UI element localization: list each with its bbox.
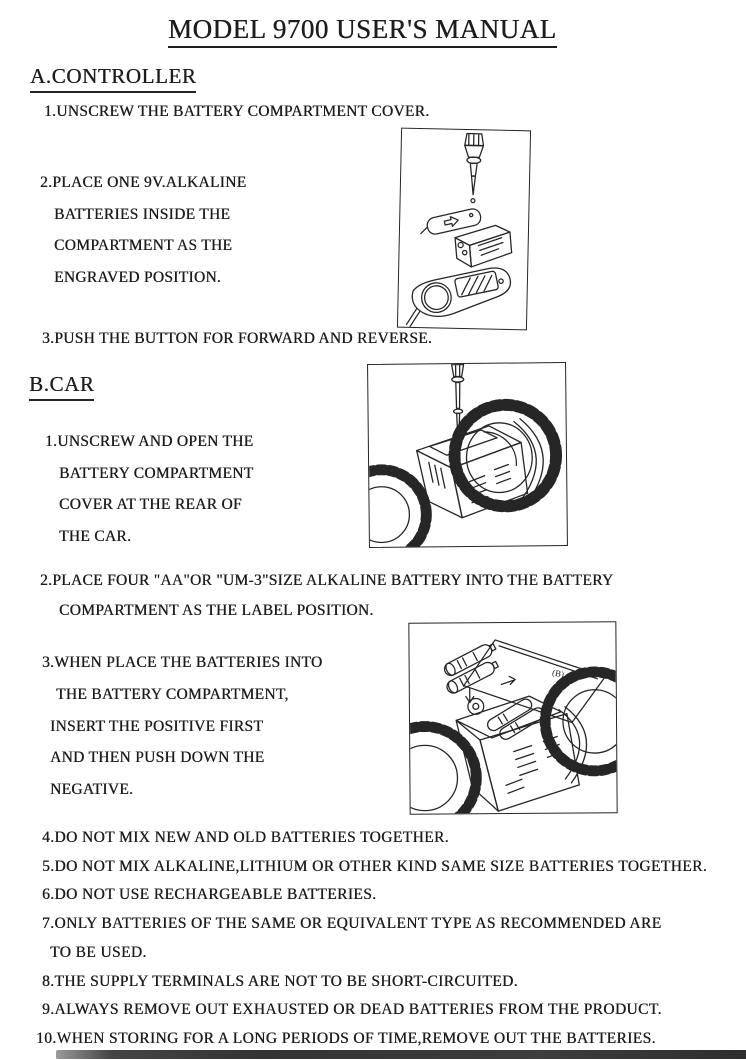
section-a-heading: A.CONTROLLER	[30, 64, 196, 93]
section-a-step-1: 1.UNSCREW THE BATTERY COMPARTMENT COVER.	[44, 103, 430, 120]
section-b-step-1	[45, 426, 253, 552]
warnings-list	[36, 824, 708, 1054]
page-title: MODEL 9700 USER'S MANUAL	[168, 14, 557, 48]
step-line: COVER AT THE REAR OF	[59, 496, 242, 514]
warning-item: 5.DO NOT MIX ALKALINE,LITHIUM OR OTHER KIND SAME SIZE BATTERIES TOGETHER.	[42, 857, 708, 875]
step-line: 2.PLACE ONE 9V.ALKALINE	[40, 174, 247, 191]
left-wheel	[409, 726, 476, 814]
warning-item: 9.ALWAYS REMOVE OUT EXHAUSTED OR DEAD BATTERIES FROM THE PRODUCT.	[42, 1001, 662, 1019]
car-batteries-illustration	[408, 621, 617, 814]
nine-volt-battery	[454, 224, 512, 268]
step-line: THE CAR.	[59, 527, 132, 545]
section-b-step-2	[40, 566, 613, 626]
controller-illustration	[397, 128, 531, 331]
right-wheel	[454, 404, 557, 507]
scan-edge-artifact	[56, 1050, 746, 1059]
step-line: 2.PLACE FOUR "AA"OR "UM-3"SIZE ALKALINE BATTERY INTO THE BATTERY	[40, 572, 614, 589]
left-wheel	[368, 469, 427, 547]
step-line: 3.WHEN PLACE THE BATTERIES INTO	[42, 654, 323, 671]
step-line: ENGRAVED POSITION.	[54, 268, 222, 286]
step-line: COMPARTMENT AS THE LABEL POSITION.	[59, 602, 374, 619]
car-unscrew-illustration	[367, 362, 568, 548]
step-line: BATTERY COMPARTMENT	[59, 464, 254, 482]
warning-item: 10.WHEN STORING FOR A LONG PERIODS OF TIME,REMOVE OUT THE BATTERIES.	[36, 1029, 656, 1047]
step-line: THE BATTERY COMPARTMENT,	[56, 685, 289, 703]
right-wheel	[545, 672, 617, 772]
car-unscrew-illustration-svg	[368, 363, 567, 547]
section-b-heading: B.CAR	[29, 372, 94, 401]
step-line: 1.UNSCREW AND OPEN THE	[45, 433, 254, 450]
warning-item: 7.ONLY BATTERIES OF THE SAME OR EQUIVALENT TYPE AS RECOMMENDED ARE	[42, 915, 662, 933]
step-line: COMPARTMENT AS THE	[54, 237, 233, 254]
warning-item: 8.THE SUPPLY TERMINALS ARE NOT TO BE SHORT-CIRCUITED.	[42, 972, 518, 990]
cover-label: (B)	[551, 667, 566, 680]
section-a-step-3: 3.PUSH THE BUTTON FOR FORWARD AND REVERSE.	[42, 330, 433, 347]
section-a-step-2	[40, 167, 246, 293]
step-line: NEGATIVE.	[50, 781, 134, 799]
aa-batteries-floating	[437, 641, 505, 696]
controller-body	[402, 266, 514, 327]
step-line: AND THEN PUSH DOWN THE	[50, 749, 265, 767]
warning-item: 4.DO NOT MIX NEW AND OLD BATTERIES TOGETHER.	[42, 829, 449, 846]
warning-item-continuation: TO BE USED.	[50, 943, 147, 961]
step-line: INSERT THE POSITIVE FIRST	[50, 717, 264, 735]
step-line: BATTERIES INSIDE THE	[54, 205, 231, 223]
warning-item: 6.DO NOT USE RECHARGEABLE BATTERIES.	[42, 886, 377, 904]
car-batteries-illustration-svg	[409, 622, 616, 813]
controller-illustration-svg	[398, 129, 530, 330]
screwdriver-icon	[464, 133, 484, 202]
section-b-step-3	[42, 647, 322, 806]
